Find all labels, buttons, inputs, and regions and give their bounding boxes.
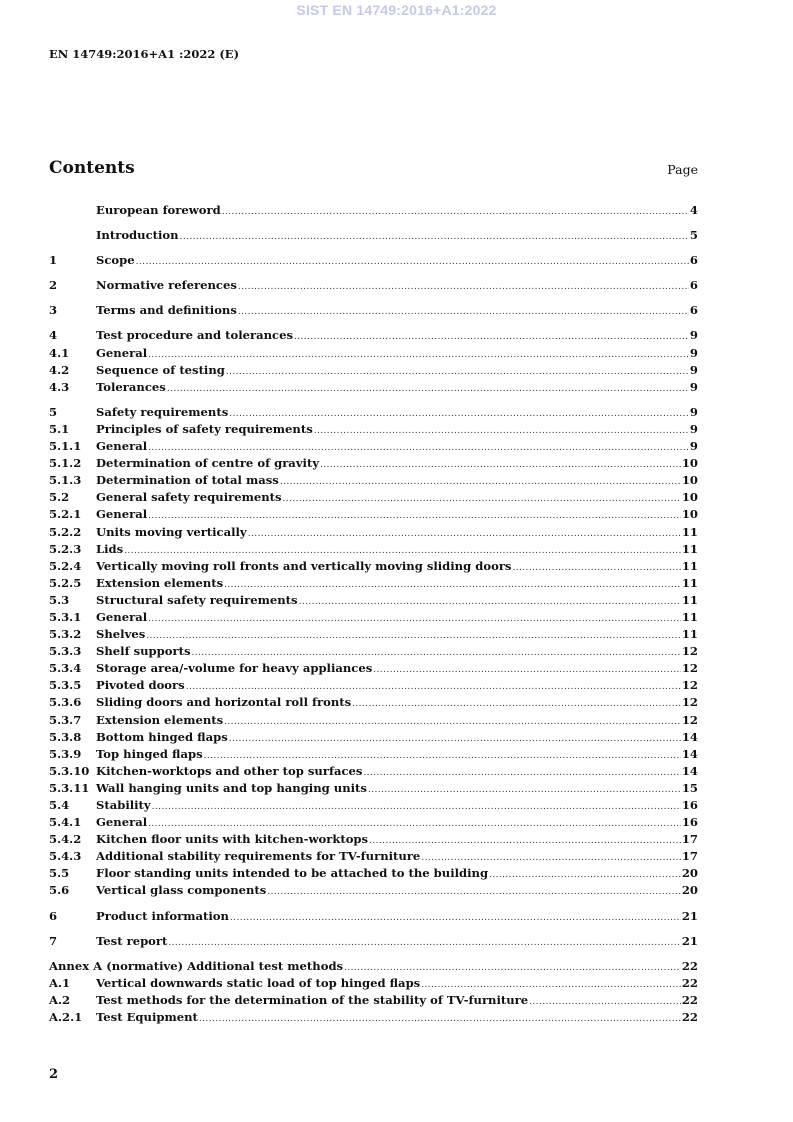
toc-entry-number: A.2 [49,992,71,1007]
toc-entry[interactable] [49,558,698,575]
toc-entry-title[interactable]: Annex A (normative) Additional test methods [49,958,344,973]
toc-entry-page: 22 [681,975,698,990]
toc-entry-page: 4 [689,203,698,217]
toc-entry-title[interactable]: Principles of safety requirements [96,421,313,436]
toc-entry-title[interactable]: General [96,345,148,360]
toc-entry[interactable] [49,302,698,319]
toc-entry-page: 21 [681,908,698,923]
toc-entry-page: 12 [681,695,698,710]
toc-entry-number: 4.2 [49,362,70,377]
toc-entry-page: 10 [681,456,698,471]
toc-entry[interactable] [49,992,698,1009]
dot-leader [224,714,681,731]
toc-entry[interactable] [49,694,698,711]
dot-leader [529,994,681,1011]
dot-leader [167,381,689,398]
toc-entry-number: 5.3.3 [49,644,82,659]
toc-entry-title[interactable]: Sliding doors and horizontal roll fronts [96,695,352,710]
toc-entry-page: 17 [681,832,698,847]
toc-entry-number: 5.3.4 [49,661,82,676]
dot-leader [199,1011,681,1028]
toc-entry-page: 11 [681,575,698,590]
toc-entry[interactable] [49,780,698,797]
toc-entry-number: 5.3 [49,592,70,607]
toc-entry-number: 5.3.7 [49,712,82,727]
toc-entry-page: 11 [681,558,698,573]
toc-entry-page: 14 [681,763,698,778]
toc-entry[interactable] [49,643,698,660]
toc-entry-title[interactable]: Floor standing units intended to be attached to the building [96,866,489,881]
toc-entry-number: 5.1.2 [49,456,82,471]
toc-entry-title[interactable]: Test Equipment [96,1010,198,1025]
toc-entry[interactable] [49,933,698,950]
toc-entry-page: 22 [681,958,698,973]
document-id: EN 14749:2016+A1 :2022 (E) [49,47,240,61]
toc-entry-page: 12 [681,712,698,727]
toc-entry[interactable] [49,362,698,379]
toc-entry-title[interactable]: Kitchen-worktops and other top surfaces [96,763,363,778]
toc-entry-page: 11 [681,609,698,624]
toc-entry-page: 10 [681,490,698,505]
toc-entry-page: 14 [681,729,698,744]
dot-leader [230,910,681,927]
toc-entry-title[interactable]: Shelf supports [96,644,191,659]
toc-entry-title[interactable]: Top hinged flaps [96,746,203,761]
toc-entry-number: A.2.1 [49,1010,83,1025]
toc-entry[interactable] [49,865,698,882]
toc-entry-title[interactable]: Vertically moving roll fronts and vertically moving sliding doors [96,558,512,573]
toc-entry-title[interactable]: Determination of total mass [96,473,279,488]
toc-entry-title[interactable]: Bottom hinged flaps [96,729,228,744]
toc-entry-page: 11 [681,541,698,556]
toc-entry-page: 9 [689,379,698,394]
toc-entry[interactable] [49,814,698,831]
toc-entry-number: 5.3.1 [49,609,82,624]
toc-entry[interactable] [49,908,698,925]
toc-entry-page: 9 [689,345,698,360]
toc-entry-title[interactable]: Lids [96,541,124,556]
dot-leader [489,867,681,884]
toc-entry-page: 10 [681,473,698,488]
toc-entry-title[interactable]: General [96,815,148,830]
toc-entry-page: 16 [681,815,698,830]
toc-entry[interactable] [49,404,698,421]
toc-entry[interactable] [49,1009,698,1026]
toc-entry-page: 12 [681,661,698,676]
toc-entry-title[interactable]: Normative references [96,278,237,293]
toc-entry-number: 4.3 [49,379,70,394]
toc-entry[interactable] [49,712,698,729]
toc-entry-number: 5.2.1 [49,507,82,522]
toc-entry-title[interactable]: Safety requirements [96,404,229,419]
dot-leader [152,799,681,816]
toc-entry-number: 5.1.1 [49,439,82,454]
toc-entry-number: 5.4.1 [49,815,82,830]
toc-entry-page: 16 [681,798,698,812]
toc-entry-page: 11 [681,592,698,607]
toc-entry-title[interactable]: Kitchen floor units with kitchen-worktops [96,832,369,847]
toc-entry[interactable] [49,472,698,489]
toc-entry[interactable] [49,327,698,344]
toc-entry-number: 5.2.2 [49,524,82,539]
toc-entry[interactable] [49,421,698,438]
toc-entry-title[interactable]: Units moving vertically [96,524,247,539]
dot-leader [299,594,681,611]
toc-entry[interactable] [49,975,698,992]
toc-entry-number: 5.4 [49,798,70,812]
dot-leader [373,662,681,679]
toc-entry-title[interactable]: Tolerances [96,379,166,394]
dot-leader [280,474,681,491]
dot-leader [352,696,681,713]
toc-entry-page: 14 [681,746,698,761]
page-column-label: Page [667,162,698,177]
toc-entry-number: 5.2.4 [49,558,82,573]
dot-leader [294,329,689,346]
toc-entry-title[interactable]: General safety requirements [96,490,282,505]
toc-entry-title[interactable]: General [96,439,148,454]
toc-entry-number: 5.3.11 [49,780,90,795]
toc-entry-page: 9 [689,421,698,436]
toc-entry[interactable] [49,524,698,541]
toc-entry[interactable] [49,227,698,244]
dot-leader [363,765,680,782]
toc-entry[interactable] [49,202,698,219]
toc-entry-title[interactable]: Wall hanging units and top hanging units [96,780,367,795]
toc-entry-title[interactable]: Structural safety requirements [96,592,298,607]
toc-entry-title[interactable]: General [96,507,148,522]
dot-leader [168,935,680,952]
dot-leader [148,347,689,364]
dot-leader [226,364,689,381]
toc-entry-number: 5.3.10 [49,763,90,778]
toc-entry-page: 20 [681,866,698,881]
dot-leader [229,731,681,748]
toc-entry-title[interactable]: European foreword [96,203,221,217]
toc-entry-number: 5.2.3 [49,541,82,556]
toc-entry-number: 5.2 [49,490,70,505]
toc-entry-title[interactable]: Additional stability requirements for TV-furniture [96,849,421,864]
dot-leader [248,526,681,543]
dot-leader [238,279,689,296]
toc-entry[interactable] [49,831,698,848]
toc-entry-number: 5.3.5 [49,678,82,693]
toc-entry-number: 5.3.2 [49,627,82,642]
toc-entry-title[interactable]: Test methods for the determination of the stability of TV-furniture [96,992,529,1007]
dot-leader [238,304,689,321]
toc-entry[interactable] [49,277,698,294]
toc-entry[interactable] [49,677,698,694]
toc-entry-title[interactable]: Test procedure and tolerances [96,328,293,343]
toc-entry-page: 17 [681,849,698,864]
toc-entry[interactable] [49,379,698,396]
toc-entry-title[interactable]: Vertical glass components [96,883,267,898]
contents-header [49,158,698,182]
toc-entry-page: 9 [689,362,698,377]
toc-entry-title[interactable]: General [96,609,148,624]
dot-leader [148,611,681,628]
dot-leader [136,254,689,271]
toc-entry-page: 9 [689,439,698,454]
toc-entry-page: 6 [689,253,698,268]
toc-entry[interactable] [49,345,698,362]
toc-entry-title[interactable]: Stability [96,798,151,812]
toc-entry-number: 3 [49,303,58,318]
toc-entry-title[interactable]: Extension elements [96,575,224,590]
toc-entry[interactable] [49,660,698,677]
toc-entry-title[interactable]: Shelves [96,627,146,642]
toc-entry[interactable] [49,797,698,814]
dot-leader [368,782,681,799]
toc-entry-page: 6 [689,303,698,318]
toc-entry-number: 5.6 [49,883,70,898]
toc-entry-page: 22 [681,1010,698,1025]
toc-entry-number: 4.1 [49,345,70,360]
toc-entry[interactable] [49,746,698,763]
toc-entry-title[interactable]: Storage area/-volume for heavy appliances [96,661,373,676]
toc-entry[interactable] [49,541,698,558]
toc-entry-page: 9 [689,328,698,343]
contents-title: Contents [49,158,135,178]
toc-entry-number: 7 [49,933,58,948]
toc-entry[interactable] [49,882,698,899]
toc-entry-page: 12 [681,678,698,693]
toc-entry[interactable] [49,592,698,609]
toc-entry-number: 5.1.3 [49,473,82,488]
toc-entry[interactable] [49,252,698,269]
toc-entry[interactable] [49,609,698,626]
toc-entry-title[interactable]: Determination of centre of gravity [96,456,320,471]
toc-entry[interactable] [49,729,698,746]
toc-entry-title[interactable]: Scope [96,253,135,268]
toc-entry-page: 11 [681,524,698,539]
table-of-contents [49,202,698,1026]
dot-leader [283,491,681,508]
toc-entry-number: 5.2.5 [49,575,82,590]
toc-entry-number: 5.3.9 [49,746,82,761]
toc-entry-number: 5 [49,404,58,419]
toc-entry-number: 5.3.8 [49,729,82,744]
toc-entry-number: 5.4.2 [49,832,82,847]
dot-leader [512,560,680,577]
toc-entry-number: 5.3.6 [49,695,82,710]
toc-entry-title[interactable]: Vertical downwards static load of top hinged flaps [96,975,421,990]
toc-entry-title[interactable]: Introduction [96,228,179,243]
toc-entry-number: 4 [49,328,58,343]
toc-entry[interactable] [49,455,698,472]
toc-entry-number: 5.5 [49,866,70,881]
toc-entry-title[interactable]: Test report [96,933,168,948]
toc-entry[interactable] [49,763,698,780]
toc-entry[interactable] [49,489,698,506]
dot-leader [222,204,689,221]
toc-entry-page: 20 [681,883,698,898]
toc-entry-title[interactable]: Pivoted doors [96,678,185,693]
toc-entry[interactable] [49,626,698,643]
toc-entry-page: 5 [689,228,698,243]
toc-entry-page: 12 [681,644,698,659]
toc-entry-number: A.1 [49,975,71,990]
page-number: 2 [49,1067,59,1082]
watermark: SIST EN 14749:2016+A1:2022 [296,2,497,18]
toc-entry-page: 22 [681,992,698,1007]
toc-entry[interactable] [49,958,698,975]
toc-entry-number: 5.4.3 [49,849,82,864]
toc-entry-title[interactable]: Sequence of testing [96,362,225,377]
toc-entry-title[interactable]: Terms and definitions [96,303,237,318]
toc-entry-number: 1 [49,253,58,268]
toc-entry-page: 10 [681,507,698,522]
dot-leader [320,457,681,474]
toc-entry[interactable] [49,438,698,455]
toc-entry-page: 21 [681,933,698,948]
toc-entry-page: 6 [689,278,698,293]
toc-entry-page: 11 [681,627,698,642]
toc-entry[interactable] [49,848,698,865]
toc-entry-title[interactable]: Extension elements [96,712,224,727]
toc-entry-number: 5.1 [49,421,70,436]
toc-entry-title[interactable]: Product information [96,908,229,923]
dot-leader [267,884,681,901]
toc-entry-page: 9 [689,404,698,419]
toc-entry[interactable] [49,506,698,523]
dot-leader [180,229,689,246]
toc-entry-number: 6 [49,908,58,923]
dot-leader [314,423,689,440]
toc-entry[interactable] [49,575,698,592]
toc-entry-page: 15 [681,780,698,795]
toc-entry-number: 2 [49,278,58,293]
dot-leader [146,628,681,645]
